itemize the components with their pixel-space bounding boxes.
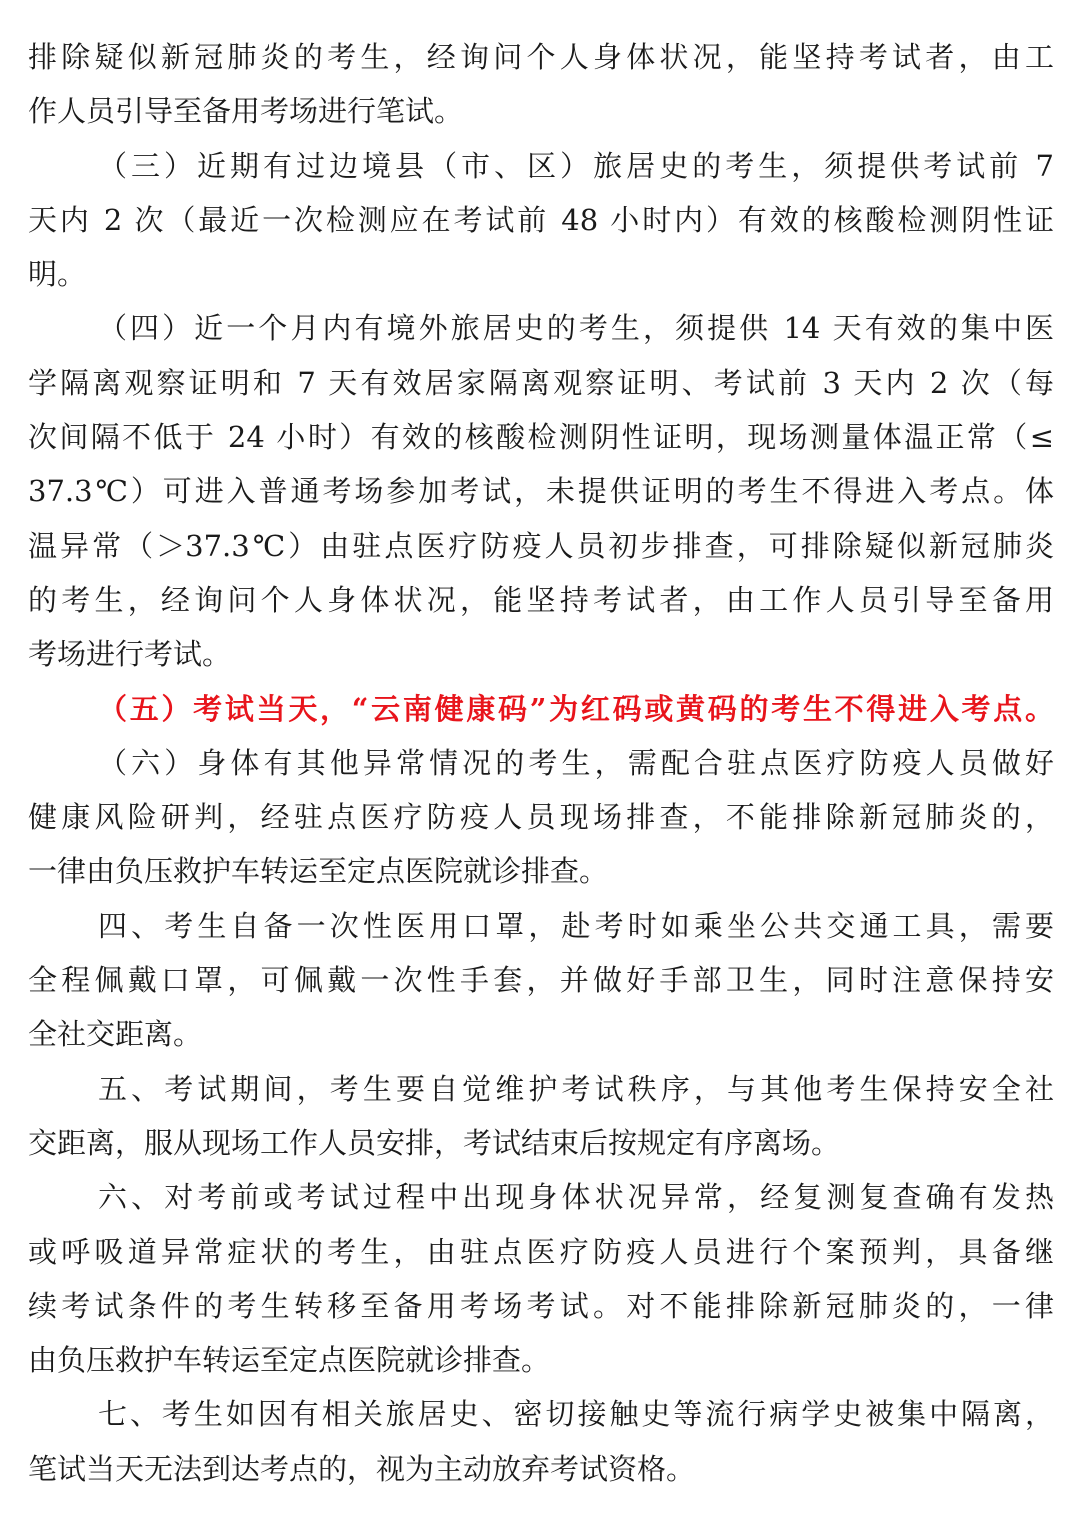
section-7	[28, 1387, 1054, 1496]
text-line: 由负压救护车转运至定点医院就诊排查。	[28, 1343, 551, 1378]
text-line: 次间隔不低于 24 小时）有效的核酸检测阴性证明，现场测量体温正常（≤	[28, 420, 1054, 455]
document-body	[28, 30, 1054, 1496]
text-line: 七、考生如因有相关旅居史、密切接触史等流行病学史被集中隔离，	[98, 1397, 1054, 1432]
text-line: 续考试条件的考生转移至备用考场考试。对不能排除新冠肺炎的，一律	[28, 1288, 1054, 1323]
paragraph-item-4	[28, 301, 1054, 681]
text-line: 明。	[28, 257, 87, 292]
text-line: （六）身体有其他异常情况的考生，需配合驻点医疗防疫人员做好	[98, 745, 1054, 780]
section-5	[28, 1062, 1054, 1171]
text-line: （三）近期有过边境县（市、区）旅居史的考生，须提供考试前 7	[98, 148, 1054, 183]
text-line: 或呼吸道异常症状的考生，由驻点医疗防疫人员进行个案预判，具备继	[28, 1234, 1054, 1269]
highlighted-text-line: （五）考试当天，“云南健康码”为红码或黄码的考生不得进入考点。	[98, 691, 1054, 726]
text-line: 笔试当天无法到达考点的，视为主动放弃考试资格。	[28, 1451, 696, 1486]
text-line: 排除疑似新冠肺炎的考生，经询问个人身体状况，能坚持考试者，由工	[28, 40, 1054, 74]
text-line: （四）近一个月内有境外旅居史的考生，须提供 14 天有效的集中医	[98, 311, 1054, 346]
text-line: 考场进行考试。	[28, 637, 232, 672]
text-line: 全社交距离。	[28, 1017, 203, 1052]
text-line: 天内 2 次（最近一次检测应在考试前 48 小时内）有效的核酸检测阴性证	[28, 202, 1054, 237]
text-line: 学隔离观察证明和 7 天有效居家隔离观察证明、考试前 3 天内 2 次（每	[28, 365, 1054, 400]
text-line: 健康风险研判，经驻点医疗防疫人员现场排查，不能排除新冠肺炎的，	[28, 800, 1054, 835]
text-line: 全程佩戴口罩，可佩戴一次性手套，并做好手部卫生，同时注意保持安	[28, 963, 1054, 998]
text-line: 四、考生自备一次性医用口罩，赴考时如乘坐公共交通工具，需要	[98, 908, 1054, 943]
text-line: 温异常（＞37.3℃）由驻点医疗防疫人员初步排查，可排除疑似新冠肺炎	[28, 528, 1054, 563]
paragraph-item-6	[28, 736, 1054, 899]
text-line: 作人员引导至备用考场进行笔试。	[28, 94, 464, 129]
text-line: 的考生，经询问个人身体状况，能坚持考试者，由工作人员引导至备用	[28, 582, 1054, 617]
paragraph-item-3	[28, 139, 1054, 302]
text-line: 六、对考前或考试过程中出现身体状况异常，经复测复查确有发热	[98, 1180, 1054, 1215]
text-line: 五、考试期间，考生要自觉维护考试秩序，与其他考生保持安全社	[98, 1071, 1054, 1106]
section-4	[28, 899, 1054, 1062]
paragraph-item-5-highlight	[28, 682, 1054, 736]
text-line: 一律由负压救护车转运至定点医院就诊排查。	[28, 854, 609, 889]
text-line: 交距离，服从现场工作人员安排，考试结束后按规定有序离场。	[28, 1125, 841, 1160]
text-line: 37.3℃）可进入普通考场参加考试，未提供证明的考生不得进入考点。体	[28, 474, 1054, 509]
section-6	[28, 1170, 1054, 1387]
paragraph-continuation	[28, 30, 1054, 139]
